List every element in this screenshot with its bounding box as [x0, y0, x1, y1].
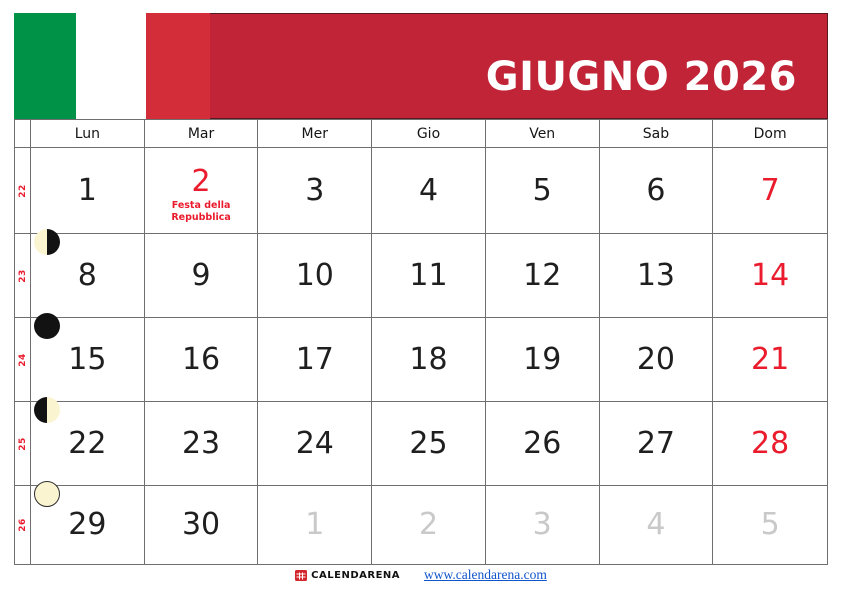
holiday-label: Festa della Repubblica	[171, 200, 231, 223]
week-number: 26	[17, 518, 28, 532]
day-number: 12	[523, 257, 562, 293]
day-cell	[31, 318, 145, 402]
day-number: 11	[409, 257, 448, 293]
day-number: 10	[295, 257, 334, 293]
week-number: 24	[17, 352, 28, 367]
week-number-cell	[15, 234, 31, 318]
weekday-header-sab: Sab	[600, 120, 714, 148]
moon-full-moon-icon	[34, 481, 60, 507]
day-number: 9	[191, 257, 211, 293]
day-cell	[258, 234, 372, 318]
day-cell-sunday	[713, 402, 827, 486]
day-number: 29	[68, 507, 107, 542]
footer	[0, 562, 842, 588]
day-cell	[372, 318, 486, 402]
day-number: 4	[418, 172, 439, 208]
day-cell	[145, 318, 259, 402]
weekday-header-ven: Ven	[486, 120, 600, 148]
day-number: 1	[305, 507, 325, 542]
page-title: GIUGNO 2026	[485, 54, 797, 100]
day-cell-next-month	[600, 486, 714, 564]
day-cell	[145, 402, 259, 486]
week-number: 25	[17, 436, 28, 451]
week-number-cell	[15, 402, 31, 486]
day-cell	[372, 402, 486, 486]
weekday-header-mar: Mar	[145, 120, 259, 148]
day-cell	[258, 402, 372, 486]
weekday-header-lun: Lun	[31, 120, 145, 148]
day-cell	[372, 234, 486, 318]
day-cell	[145, 486, 259, 564]
day-cell	[258, 318, 372, 402]
week-number-cell	[15, 486, 31, 564]
day-number: 22	[68, 425, 107, 461]
day-cell	[31, 234, 145, 318]
day-number: 21	[751, 341, 790, 377]
weekday-header-dom: Dom	[713, 120, 827, 148]
brand-name: CALENDARENA	[311, 569, 401, 581]
week-number-cell	[15, 318, 31, 402]
moon-first-quarter-icon	[34, 397, 60, 423]
week-number-cell	[15, 148, 31, 234]
day-cell-sunday	[713, 318, 827, 402]
day-cell-next-month	[486, 486, 600, 564]
italy-flag	[14, 13, 210, 119]
day-cell-sunday	[713, 234, 827, 318]
calendar-grid	[14, 119, 828, 565]
flag-red-stripe	[146, 13, 210, 119]
day-number: 19	[523, 341, 562, 377]
day-cell	[486, 148, 600, 234]
day-number: 23	[181, 425, 221, 461]
day-number: 5	[532, 172, 552, 208]
day-number: 26	[523, 425, 562, 461]
day-number: 17	[295, 341, 334, 377]
day-cell	[258, 148, 372, 234]
day-cell-next-month	[258, 486, 372, 564]
day-number: 28	[751, 425, 790, 461]
day-cell	[31, 148, 145, 234]
day-number: 6	[646, 172, 666, 208]
weekday-header-gio: Gio	[372, 120, 486, 148]
day-number: 25	[409, 425, 448, 461]
day-cell	[600, 148, 714, 234]
calendarena-logo-icon	[295, 569, 307, 581]
day-cell	[600, 234, 714, 318]
day-cell	[600, 402, 714, 486]
flag-green-stripe	[14, 13, 76, 119]
day-number: 2	[418, 507, 439, 542]
month-banner	[210, 13, 828, 119]
day-cell	[486, 234, 600, 318]
day-number: 16	[181, 341, 221, 377]
day-cell	[31, 402, 145, 486]
grid-corner-cell	[15, 120, 31, 148]
day-number: 7	[760, 172, 780, 208]
day-cell-next-month	[713, 486, 827, 564]
day-number: 30	[181, 507, 221, 542]
website-link[interactable]: www.calendarena.com	[424, 567, 547, 582]
day-number: 1	[77, 172, 97, 208]
flag-white-stripe	[76, 13, 146, 119]
week-number: 22	[17, 183, 28, 198]
weekday-header-mer: Mer	[258, 120, 372, 148]
day-number: 27	[636, 425, 676, 461]
day-cell	[31, 486, 145, 564]
day-number: 8	[77, 257, 97, 293]
day-number: 3	[305, 172, 325, 208]
day-cell	[486, 318, 600, 402]
day-cell-sunday	[713, 148, 827, 234]
day-number: 15	[68, 341, 107, 377]
day-number: 20	[636, 341, 676, 377]
day-cell-holiday	[145, 148, 259, 234]
day-cell-next-month	[372, 486, 486, 564]
day-cell	[145, 234, 259, 318]
moon-last-quarter-icon	[34, 229, 60, 255]
brand	[295, 569, 400, 581]
week-number: 23	[17, 268, 28, 283]
day-number: 5	[760, 507, 780, 542]
day-number: 13	[636, 257, 676, 293]
day-cell	[372, 148, 486, 234]
day-cell	[486, 402, 600, 486]
day-number: 14	[751, 257, 790, 293]
day-number: 2	[191, 164, 211, 200]
day-number: 18	[409, 341, 448, 377]
day-cell	[600, 318, 714, 402]
moon-new-moon-icon	[34, 313, 60, 339]
day-number: 3	[532, 507, 552, 542]
day-number: 24	[295, 425, 334, 461]
day-number: 4	[646, 507, 666, 542]
